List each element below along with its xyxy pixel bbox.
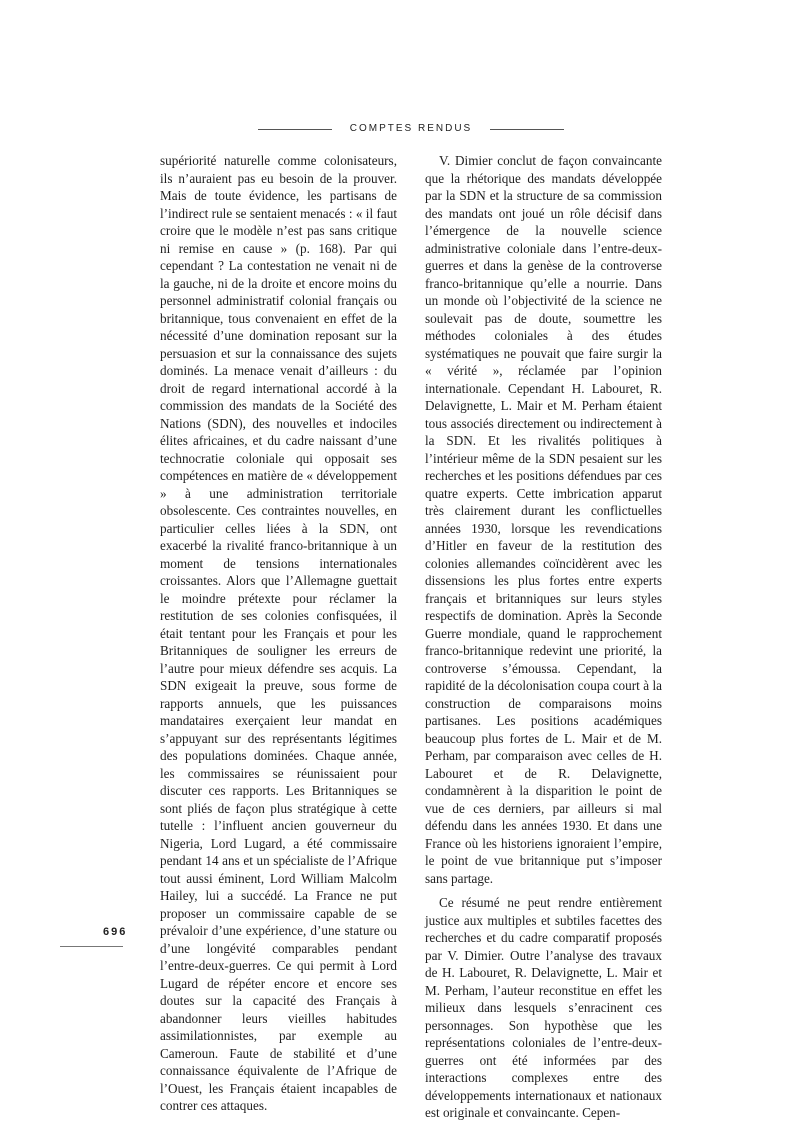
running-title: COMPTES RENDUS [349, 123, 473, 134]
running-header [258, 122, 564, 136]
right-column [425, 152, 662, 1122]
right-paragraph-1: V. Dimier conclut de façon convaincante que la rhétorique des mandats développée par la SDN et la structure de sa commission des mandats ont joué un rôle décisif dans l’émergence de la nouvelle science administrative coloniale dans l’entre-deux-guerres et dans la genèse de la controverse franco-britannique qu’elle a nourrie. Dans un monde où l’objectivité de la science ne soulevait pas de doute, soumettre les méthodes coloniales à des études systématiques ne pouvait que faire surgir la « vérité », réclamée par l’opinion internationale. Cependant H. Labouret, R. Delavignette, L. Mair et M. Perham étaient tous associés directement ou indirectement à la SDN. Et les rivalités politiques à l’intérieur même de la SDN pesaient sur les recherches et les positions défendues par ces quatre experts. Cette imbrication apparut très clairement durant les conflictuelles années 1930, lorsque les revendications d’Hitler en faveur de la restitution des colonies allemandes coïncidèrent avec les dissensions les plus fortes entre experts français et britanniques sur leurs styles respectifs de domination. Après la Seconde Guerre mondiale, quand le rapprochement franco-britannique redevint une priorité, la controverse s’émoussa. Cependant, la rapidité de la décolonisation coupa court à la construction de comparaisons moins partisanes. Les positions académiques beaucoup plus fortes de L. Mair et de M. Perham, par comparaison avec celles de H. Labouret et de R. Delavignette, condamnèrent à la disparition le point de vue de ces derniers, par ailleurs si mal défendu dans les années 1930. Et dans une France où les historiens ignoraient l’empire, le point de vue britannique put s’imposer sans partage. [425, 153, 662, 886]
header-rule-right [490, 129, 564, 130]
page-number: 696 [103, 926, 128, 938]
right-paragraph-2: Ce résumé ne peut rendre entièrement justice aux multiples et subtiles facettes des recherches et du cadre comparatif proposés par V. Dimier. Outre l’analyse des travaux de H. Labouret, R. Delavignette, L. Mair et M. Perham, l’auteur reconstitue en effet les milieux dans lesquels s’enracinent ces personnages. Son hypothèse que les représentations coloniales de l’entre-deux-guerres ont été informées par des interactions complexes entre des développements internationaux et nationaux est originale et convaincante. Cepen- [425, 895, 662, 1120]
page-number-rule [60, 946, 123, 947]
left-column [160, 152, 397, 1115]
left-paragraph-1: supériorité naturelle comme colonisateurs, ils n’auraient pas eu besoin de la prouver. Mais de toute évidence, les partisans de l’indirect rule se sentaient menacés : « il faut croire que le modèle n’est pas sans critique ni remise en cause » (p. 168). Par qui cependant ? La contestation ne venait ni de la gauche, ni de la droite et encore moins du personnel administratif colonial français ou britannique, tous convenaient en effet de la nécessité d’une domination reposant sur la persuasion et sur la connaissance des sujets dominés. La menace venait d’ailleurs : du droit de regard international accordé à la commission des mandats de la Société des Nations (SDN), des nouvelles et indociles élites africaines, et du cadre naissant d’une technocratie coloniale qui opposait ses compétences en matière de « développement » à une administration territoriale obsolescente. Ces contraintes nouvelles, en particulier celles liées à la SDN, ont exacerbé la rivalité franco-britannique à un moment de tensions internationales croissantes. Alors que l’Allemagne guettait le moindre prétexte pour réclamer la restitution de ses colonies confisquées, il était tentant pour les Français et pour les Britanniques de souligner les erreurs de l’autre pour mieux défendre ses acquis. La SDN exigeait la preuve, sous forme de rapports annuels, que les puissances mandataires exerçaient leur mandat en s’appuyant sur des représentants légitimes des populations dominées. Chaque année, les commissaires se réunissaient pour discuter ces rapports. Les Britanniques se sont pliés de façon plus stratégique à cette tutelle : l’influent ancien gouverneur du Nigeria, Lord Lugard, a été commissaire pendant 14 ans et un spécialiste de l’Afrique tout aussi éminent, Lord William Malcolm Hailey, lui a succédé. La France ne put proposer un commissaire capable de se prévaloir d’une expérience, d’une stature ou d’une longévité comparables pendant l’entre-deux-guerres. Ce qui permit à Lord Lugard de répéter encore et encore ses doutes sur la capacité des Français à abandonner leurs vieilles habitudes assimilationnistes, par exemple au Cameroun. Faute de stabilité et d’une connaissance équivalente de l’Afrique de l’Ouest, les Français étaient incapables de contrer ces attaques. [160, 153, 397, 1113]
